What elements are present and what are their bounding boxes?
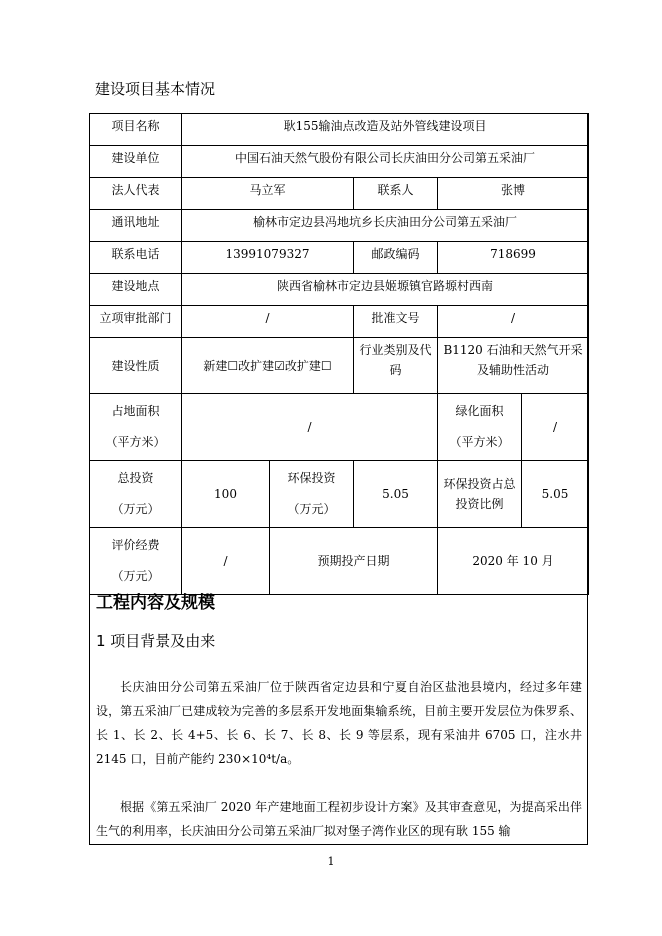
- approval-doc-label: 批准文号: [354, 306, 438, 338]
- builder-value: 中国石油天然气股份有限公司长庆油田分公司第五采油厂: [182, 146, 589, 178]
- postcode-label: 邮政编码: [354, 242, 438, 274]
- page-number: 1: [327, 855, 335, 868]
- table-row: [90, 274, 589, 306]
- table-row: [90, 178, 589, 210]
- area-value: /: [182, 394, 438, 461]
- postcode-value: 718699: [438, 242, 589, 274]
- legal-rep-label: 法人代表: [90, 178, 182, 210]
- env-invest-label: [270, 461, 354, 528]
- prod-date-label: 预期投产日期: [270, 528, 438, 595]
- eval-label-line-1: 评价经费: [111, 538, 160, 552]
- table-row: [90, 528, 589, 595]
- table-row: [90, 306, 589, 338]
- nature-value: 新建☐改扩建☑改扩建☐: [182, 338, 354, 394]
- section-title: 工程内容及规模: [96, 593, 215, 613]
- table-row: [90, 146, 589, 178]
- invest-label-line-2: （万元）: [111, 502, 160, 516]
- eval-label: [90, 528, 182, 595]
- eval-label-line-2: （万元）: [111, 569, 160, 583]
- green-value: /: [522, 394, 589, 461]
- env-ratio-value: 5.05: [522, 461, 589, 528]
- page-title: 建设项目基本情况: [95, 80, 216, 98]
- env-ratio-label: 环保投资占总投资比例: [438, 461, 522, 528]
- contact-value: 张博: [438, 178, 589, 210]
- industry-label: 行业类别及代码: [354, 338, 438, 394]
- area-label-line-2: （平方米）: [105, 435, 166, 449]
- address-value: 榆林市定边县冯地坑乡长庆油田分公司第五采油厂: [182, 210, 589, 242]
- env-invest-label-line-1: 环保投资: [287, 471, 336, 485]
- table-row: [90, 338, 589, 394]
- phone-value: 13991079327: [182, 242, 354, 274]
- table-row: [90, 242, 589, 274]
- invest-label-line-1: 总投资: [117, 471, 154, 485]
- builder-label: 建设单位: [90, 146, 182, 178]
- env-invest-value: 5.05: [354, 461, 438, 528]
- body-paragraph-1: 长庆油田分公司第五采油厂位于陕西省定边县和宁夏自治区盐池县境内，经过多年建设，第五采油厂已建成较为完善的多层系开发地面集输系统，目前主要开发层位为侏罗系、长 1、长 2、长 4+5、长 6、长 7、长 8、长 9 等层系，现有采油井 6705 口，注水井 2145 口，目前产能约 230×10⁴t/a。: [96, 680, 582, 766]
- invest-label: [90, 461, 182, 528]
- table-row: [90, 394, 589, 461]
- approval-dept-label: 立项审批部门: [90, 306, 182, 338]
- project-name-value: 耿155输油点改造及站外管线建设项目: [182, 114, 589, 146]
- green-label-line-1: 绿化面积: [455, 404, 504, 418]
- table-row: [90, 210, 589, 242]
- address-label: 通讯地址: [90, 210, 182, 242]
- location-label: 建设地点: [90, 274, 182, 306]
- area-label-line-1: 占地面积: [111, 404, 160, 418]
- nature-label: 建设性质: [90, 338, 182, 394]
- industry-value: B1120 石油和天然气开采及辅助性活动: [438, 338, 589, 394]
- area-label: [90, 394, 182, 461]
- project-info-table: [89, 113, 589, 595]
- env-invest-label-line-2: （万元）: [287, 502, 336, 516]
- contact-label: 联系人: [354, 178, 438, 210]
- location-value: 陕西省榆林市定边县姬塬镇官路塬村西南: [182, 274, 589, 306]
- invest-value: 100: [182, 461, 270, 528]
- legal-rep-value: 马立军: [182, 178, 354, 210]
- approval-doc-value: /: [438, 306, 589, 338]
- prod-date-value: 2020 年 10 月: [438, 528, 589, 595]
- table-row: [90, 114, 589, 146]
- green-label: [438, 394, 522, 461]
- eval-value: /: [182, 528, 270, 595]
- sub-title: 1 项目背景及由来: [96, 632, 216, 650]
- phone-label: 联系电话: [90, 242, 182, 274]
- table-row: [90, 461, 589, 528]
- approval-dept-value: /: [182, 306, 354, 338]
- project-name-label: 项目名称: [90, 114, 182, 146]
- body-paragraph-2: 根据《第五采油厂 2020 年产建地面工程初步设计方案》及其审查意见，为提高采出伴生气的利用率，长庆油田分公司第五采油厂拟对堡子湾作业区的现有耿 155 输: [96, 800, 582, 838]
- green-label-line-2: （平方米）: [449, 435, 510, 449]
